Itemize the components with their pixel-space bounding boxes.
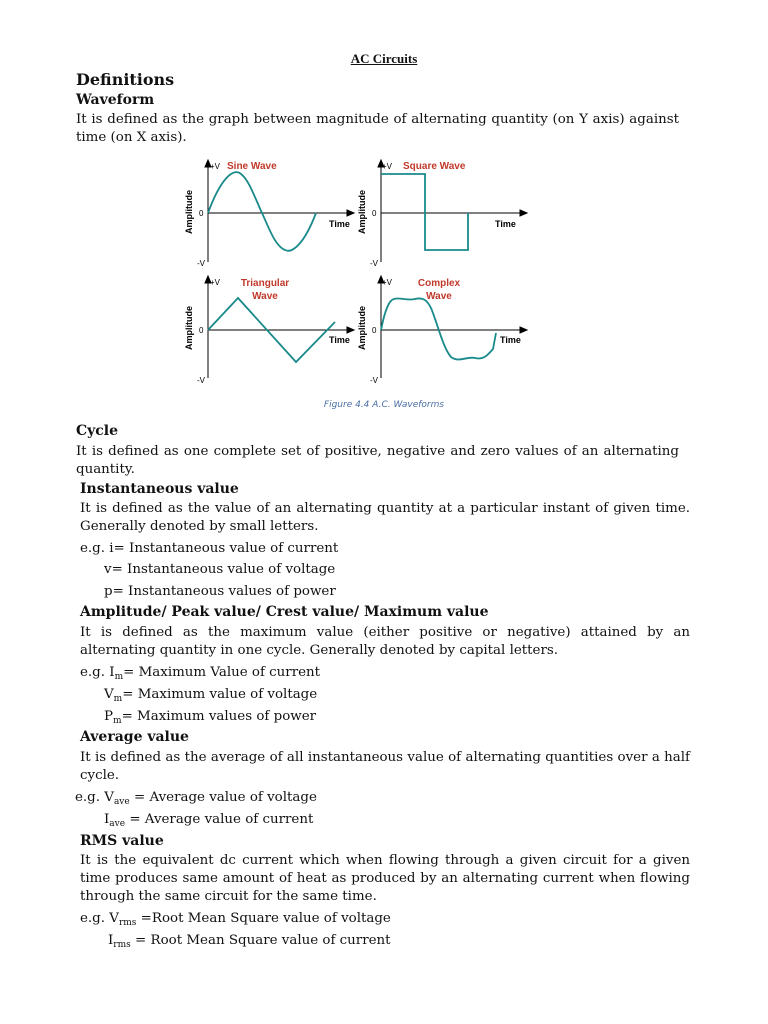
- waveform-heading: Waveform: [76, 92, 155, 108]
- triangular-wave-label-1: Triangular: [240, 278, 290, 289]
- amplitude-example-1: e.g. $I_m=$ Maximum Value of current: [80, 665, 321, 682]
- instantaneous-example-3: p= Instantaneous values of power: [104, 584, 336, 599]
- rms-heading: RMS value: [80, 833, 164, 849]
- tick-zero-2: 0: [372, 209, 377, 218]
- average-text: It is defined as the average of all instantaneous value of alternating quantities over a half cycle.: [80, 750, 690, 783]
- complex-wave-label-1: Complex: [417, 278, 461, 289]
- tick-neg-3: -V: [197, 376, 205, 385]
- tick-zero-1: 0: [199, 209, 204, 218]
- figure-caption: Figure 4.4 A.C. Waveforms: [323, 400, 445, 410]
- tick-zero-3: 0: [199, 326, 204, 335]
- waveform-text: It is defined as the graph between magnitude of alternating quantity (on Y axis) against time (on X axis).: [76, 112, 679, 145]
- square-wave-path: [381, 174, 468, 250]
- rms-example-1: e.g. $V_{rms}$ =Root Mean Square value of voltage: [80, 911, 391, 928]
- instantaneous-heading: Instantaneous value: [80, 481, 239, 497]
- amplitude-text: It is defined as the maximum value (either positive or negative) attained by an alternating quantity in one cycle. Generally denoted by capital letters.: [80, 625, 690, 658]
- instantaneous-text: It is defined as the value of an alternating quantity at a particular instant of given time. Generally denoted by small letters.: [80, 501, 690, 534]
- amplitude-heading: Amplitude/ Peak value/ Crest value/ Maximum value: [80, 604, 489, 620]
- amplitude-label-1: Amplitude: [184, 190, 194, 234]
- instantaneous-example-2: v= Instantaneous value of voltage: [104, 562, 336, 577]
- tick-pos-3: +V: [210, 278, 221, 287]
- amplitude-label-4: Amplitude: [357, 306, 367, 350]
- time-label-4: Time: [500, 335, 521, 345]
- tick-pos-1: +V: [210, 162, 221, 171]
- tick-zero-4: 0: [372, 326, 377, 335]
- complex-wave-label-2: Wave: [426, 291, 452, 302]
- average-example-1: e.g. $V_{ave}$ = Average value of voltage: [75, 790, 317, 807]
- complex-wave-path: [381, 298, 496, 359]
- rms-example-2: $I_{rms}$ = Root Mean Square value of current: [108, 933, 391, 950]
- tick-neg-4: -V: [370, 376, 378, 385]
- sine-wave-path: [208, 172, 316, 251]
- rms-text: It is the equivalent dc current which when flowing through a given circuit for a given time produces same amount of heat as produced by an alternating current when flowing through the same circuit for the same time.: [80, 853, 690, 904]
- sine-wave-label: Sine Wave: [227, 161, 277, 172]
- cycle-text: It is defined as one complete set of positive, negative and zero values of an alternating quantity.: [76, 444, 679, 477]
- waveforms-figure: [175, 150, 535, 400]
- tick-neg-1: -V: [197, 259, 205, 268]
- amplitude-label-2: Amplitude: [357, 190, 367, 234]
- instantaneous-example-1: e.g. i= Instantaneous value of current: [80, 541, 339, 556]
- tick-neg-2: -V: [370, 259, 378, 268]
- triangular-wave-label-2: Wave: [252, 291, 278, 302]
- tick-pos-4: +V: [382, 278, 393, 287]
- cycle-heading: Cycle: [76, 423, 119, 439]
- tick-pos-2: +V: [382, 162, 393, 171]
- average-example-2: $I_{ave}$ = Average value of current: [104, 812, 314, 829]
- amplitude-example-2: $V_m=$ Maximum value of voltage: [104, 687, 318, 704]
- definitions-heading: Definitions: [76, 70, 175, 89]
- amplitude-example-3: $P_m=$ Maximum values of power: [104, 709, 317, 726]
- page-title: AC Circuits: [350, 51, 418, 66]
- average-heading: Average value: [80, 729, 189, 745]
- amplitude-label-3: Amplitude: [184, 306, 194, 350]
- time-label-2: Time: [495, 219, 516, 229]
- time-label-1: Time: [329, 219, 350, 229]
- time-label-3: Time: [329, 335, 350, 345]
- square-wave-label: Square Wave: [403, 161, 466, 172]
